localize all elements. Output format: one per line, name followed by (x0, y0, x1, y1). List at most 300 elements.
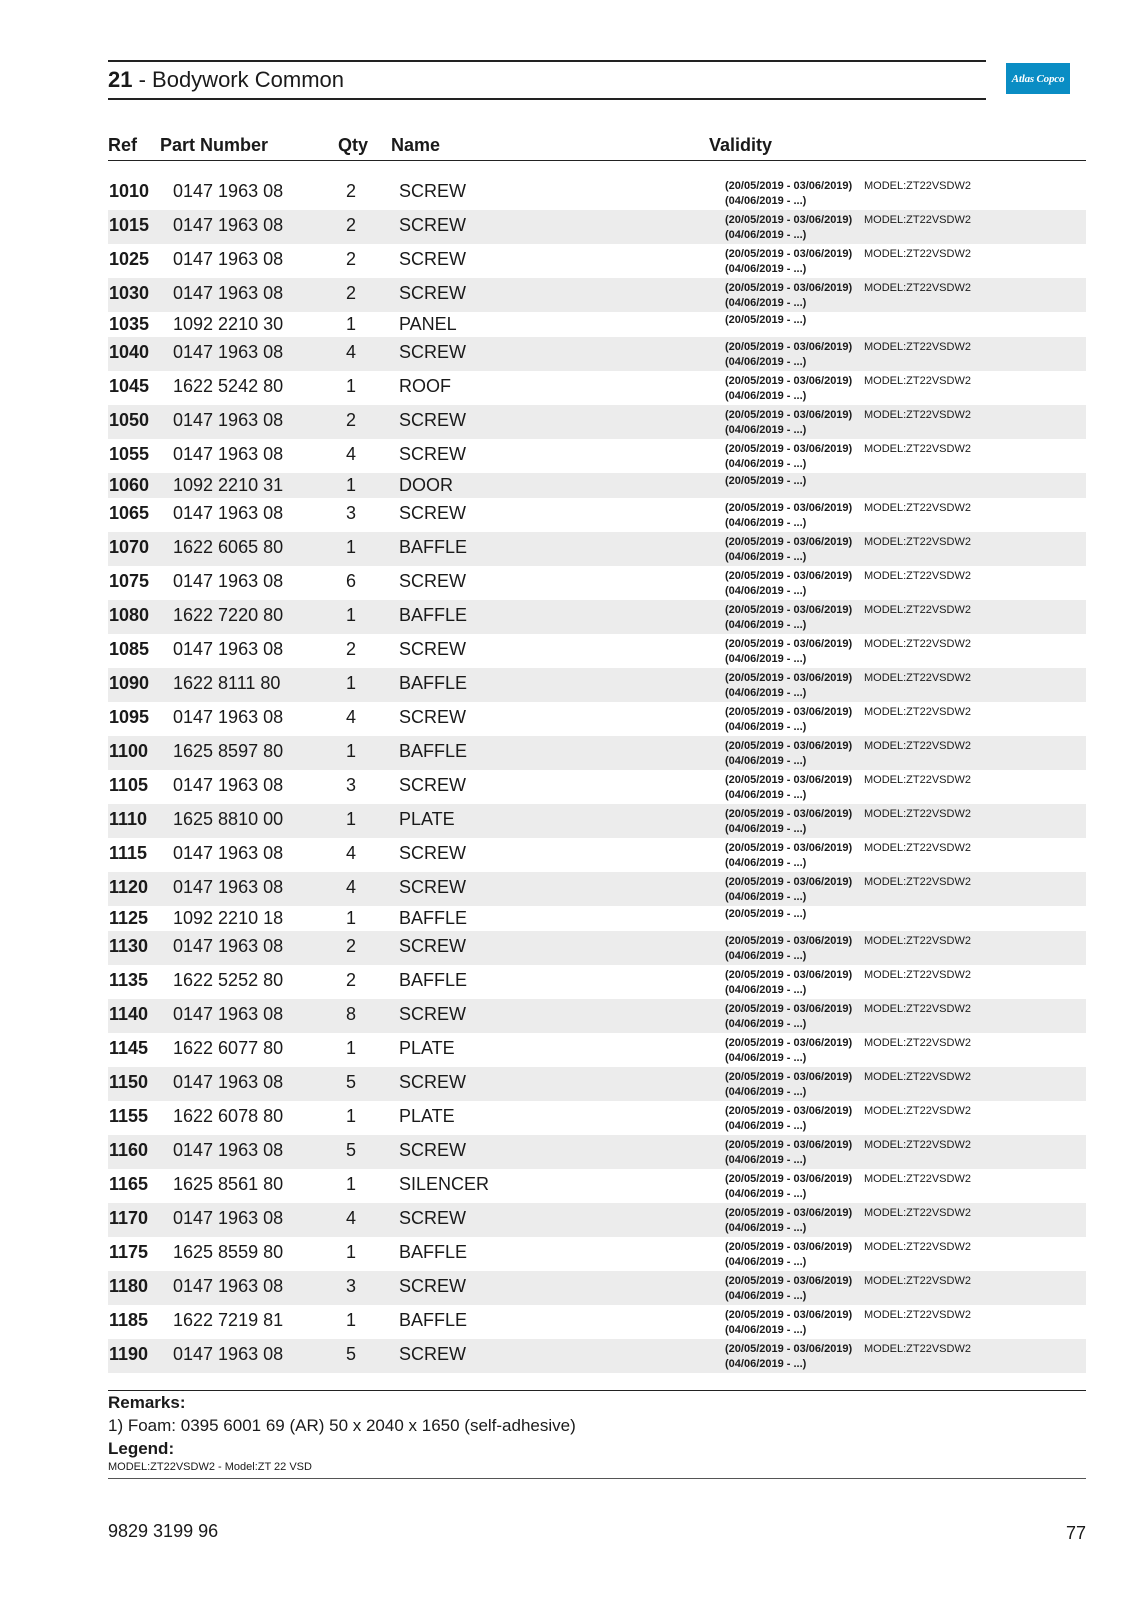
table-row (108, 473, 1086, 498)
section-title: - Bodywork Common (132, 67, 344, 92)
qty-cell: 4 (346, 1208, 357, 1228)
table-row (108, 804, 1086, 838)
table-row (108, 702, 1086, 736)
validity-cell: (20/05/2019 - 03/06/2019) (725, 1071, 853, 1083)
model-cell: MODEL:ZT22VSDW2 (864, 935, 971, 947)
ref-cell: 1110 (109, 809, 148, 829)
part-number-cell: 1622 6065 80 (173, 537, 284, 557)
remark-item: 1) Foam: 0395 6001 69 (AR) 50 x 2040 x 1650 (self-adhesive) (108, 1416, 576, 1435)
ref-cell: 1155 (109, 1106, 149, 1126)
table-row (108, 1339, 1086, 1373)
name-cell: BAFFLE (399, 537, 468, 557)
part-number-cell: 1625 8561 80 (173, 1174, 284, 1194)
ref-cell: 1080 (109, 605, 150, 625)
table-row (108, 371, 1086, 405)
validity-cell: (20/05/2019 - 03/06/2019) (725, 740, 853, 752)
model-cell: MODEL:ZT22VSDW2 (864, 808, 971, 820)
qty-cell: 4 (346, 444, 357, 464)
table-row (108, 532, 1086, 566)
validity-cell-second-line: (04/06/2019 - ...) (725, 1052, 807, 1064)
validity-cell-second-line: (04/06/2019 - ...) (725, 1120, 807, 1132)
name-cell: SCREW (399, 1072, 466, 1092)
validity-cell-second-line: (04/06/2019 - ...) (725, 229, 807, 241)
ref-cell: 1055 (109, 444, 150, 464)
name-cell: SCREW (399, 877, 466, 897)
validity-cell-second-line: (04/06/2019 - ...) (725, 424, 807, 436)
table-row (108, 439, 1086, 473)
ref-cell: 1125 (109, 908, 149, 928)
validity-cell: (20/05/2019 - 03/06/2019) (725, 570, 853, 582)
table-row (108, 210, 1086, 244)
validity-cell-second-line: (04/06/2019 - ...) (725, 721, 807, 733)
validity-cell: (20/05/2019 - 03/06/2019) (725, 536, 853, 548)
validity-cell: (20/05/2019 - 03/06/2019) (725, 375, 853, 387)
col-header-qty: Qty (338, 135, 369, 155)
validity-cell-second-line: (04/06/2019 - ...) (725, 653, 807, 665)
model-cell: MODEL:ZT22VSDW2 (864, 604, 971, 616)
validity-cell-second-line: (04/06/2019 - ...) (725, 1222, 807, 1234)
ref-cell: 1180 (109, 1276, 149, 1296)
col-header-ref: Ref (108, 135, 138, 155)
table-row (108, 1271, 1086, 1305)
name-cell: BAFFLE (399, 1242, 468, 1262)
qty-cell: 2 (346, 283, 357, 303)
model-cell: MODEL:ZT22VSDW2 (864, 1003, 971, 1015)
page-title (108, 67, 344, 93)
ref-cell: 1035 (109, 314, 150, 334)
qty-cell: 1 (346, 1174, 357, 1194)
part-number-cell: 0147 1963 08 (173, 707, 284, 727)
validity-cell-second-line: (04/06/2019 - ...) (725, 195, 807, 207)
model-cell: MODEL:ZT22VSDW2 (864, 1343, 971, 1355)
validity-cell-second-line: (04/06/2019 - ...) (725, 263, 807, 275)
validity-cell: (20/05/2019 - 03/06/2019) (725, 706, 853, 718)
name-cell: SCREW (399, 215, 466, 235)
validity-cell-second-line: (04/06/2019 - ...) (725, 551, 807, 563)
validity-cell: (20/05/2019 - 03/06/2019) (725, 638, 853, 650)
table-row (108, 1237, 1086, 1271)
table-row (108, 278, 1086, 312)
qty-cell: 1 (346, 605, 357, 625)
ref-cell: 1075 (109, 571, 150, 591)
ref-cell: 1060 (109, 475, 150, 495)
validity-cell-second-line: (04/06/2019 - ...) (725, 789, 807, 801)
part-number-cell: 0147 1963 08 (173, 1276, 284, 1296)
model-cell: MODEL:ZT22VSDW2 (864, 1071, 971, 1083)
validity-cell: (20/05/2019 - 03/06/2019) (725, 443, 853, 455)
ref-cell: 1160 (109, 1140, 149, 1160)
name-cell: SCREW (399, 707, 466, 727)
validity-cell-second-line: (04/06/2019 - ...) (725, 458, 807, 470)
model-cell: MODEL:ZT22VSDW2 (864, 1139, 971, 1151)
model-cell: MODEL:ZT22VSDW2 (864, 536, 971, 548)
section-header (108, 60, 986, 100)
qty-cell: 1 (346, 537, 357, 557)
name-cell: SCREW (399, 181, 466, 201)
validity-cell-second-line: (04/06/2019 - ...) (725, 1086, 807, 1098)
validity-cell: (20/05/2019 - 03/06/2019) (725, 672, 853, 684)
ref-cell: 1135 (109, 970, 149, 990)
model-cell: MODEL:ZT22VSDW2 (864, 774, 971, 786)
model-cell: MODEL:ZT22VSDW2 (864, 1241, 971, 1253)
name-cell: SCREW (399, 843, 466, 863)
name-cell: BAFFLE (399, 1310, 468, 1330)
table-row (108, 931, 1086, 965)
validity-cell-second-line: (04/06/2019 - ...) (725, 857, 807, 869)
validity-cell: (20/05/2019 - 03/06/2019) (725, 1207, 853, 1219)
validity-cell: (20/05/2019 - 03/06/2019) (725, 1275, 853, 1287)
validity-cell-second-line: (04/06/2019 - ...) (725, 687, 807, 699)
validity-cell: (20/05/2019 - 03/06/2019) (725, 969, 853, 981)
qty-cell: 4 (346, 707, 357, 727)
qty-cell: 2 (346, 181, 357, 201)
model-cell: MODEL:ZT22VSDW2 (864, 706, 971, 718)
atlas-copco-logo: Atlas Copco (1006, 63, 1070, 94)
part-number-cell: 1622 7219 81 (173, 1310, 284, 1330)
qty-cell: 2 (346, 410, 357, 430)
validity-cell: (20/05/2019 - 03/06/2019) (725, 774, 853, 786)
part-number-cell: 0147 1963 08 (173, 410, 284, 430)
validity-cell-second-line: (04/06/2019 - ...) (725, 585, 807, 597)
table-row (108, 965, 1086, 999)
model-cell: MODEL:ZT22VSDW2 (864, 1105, 971, 1117)
validity-cell: (20/05/2019 - 03/06/2019) (725, 1037, 853, 1049)
model-cell: MODEL:ZT22VSDW2 (864, 282, 971, 294)
part-number-cell: 0147 1963 08 (173, 775, 284, 795)
name-cell: SILENCER (399, 1174, 490, 1194)
table-row (108, 176, 1086, 210)
part-number-cell: 0147 1963 08 (173, 1208, 284, 1228)
table-row (108, 337, 1086, 371)
name-cell: SCREW (399, 1004, 466, 1024)
table-row (108, 498, 1086, 532)
part-number-cell: 0147 1963 08 (173, 877, 284, 897)
name-cell: SCREW (399, 571, 466, 591)
table-row (108, 566, 1086, 600)
part-number-cell: 1622 5242 80 (173, 376, 284, 396)
model-cell: MODEL:ZT22VSDW2 (864, 1173, 971, 1185)
validity-cell-second-line: (04/06/2019 - ...) (725, 755, 807, 767)
name-cell: BAFFLE (399, 605, 468, 625)
model-cell: MODEL:ZT22VSDW2 (864, 740, 971, 752)
part-number-cell: 0147 1963 08 (173, 936, 284, 956)
table-row (108, 906, 1086, 931)
qty-cell: 1 (346, 809, 357, 829)
part-number-cell: 1622 5252 80 (173, 970, 284, 990)
qty-cell: 2 (346, 936, 357, 956)
ref-cell: 1190 (109, 1344, 149, 1364)
name-cell: PLATE (399, 1106, 455, 1126)
validity-cell: (20/05/2019 - 03/06/2019) (725, 1105, 853, 1117)
part-number-cell: 0147 1963 08 (173, 503, 284, 523)
section-number: 21 (108, 67, 133, 92)
name-cell: BAFFLE (399, 908, 468, 928)
part-number-cell: 1622 6078 80 (173, 1106, 284, 1126)
table-row (108, 1101, 1086, 1135)
qty-cell: 5 (346, 1344, 357, 1364)
validity-cell: (20/05/2019 - 03/06/2019) (725, 180, 853, 192)
part-number-cell: 0147 1963 08 (173, 249, 284, 269)
validity-cell: (20/05/2019 - 03/06/2019) (725, 409, 853, 421)
validity-cell-second-line: (04/06/2019 - ...) (725, 1154, 807, 1166)
qty-cell: 4 (346, 877, 357, 897)
table-row (108, 999, 1086, 1033)
validity-cell: (20/05/2019 - 03/06/2019) (725, 248, 853, 260)
model-cell: MODEL:ZT22VSDW2 (864, 842, 971, 854)
name-cell: BAFFLE (399, 673, 468, 693)
validity-cell: (20/05/2019 - 03/06/2019) (725, 1173, 853, 1185)
legend-item: MODEL:ZT22VSDW2 - Model:ZT 22 VSD (108, 1461, 312, 1473)
ref-cell: 1070 (109, 537, 150, 557)
model-cell: MODEL:ZT22VSDW2 (864, 1309, 971, 1321)
name-cell: DOOR (399, 475, 453, 495)
table-row (108, 838, 1086, 872)
model-cell: MODEL:ZT22VSDW2 (864, 502, 971, 514)
part-number-cell: 1625 8597 80 (173, 741, 284, 761)
name-cell: SCREW (399, 283, 466, 303)
name-cell: SCREW (399, 1140, 466, 1160)
document-number: 9829 3199 96 (108, 1521, 219, 1541)
model-cell: MODEL:ZT22VSDW2 (864, 672, 971, 684)
qty-cell: 1 (346, 741, 357, 761)
qty-cell: 1 (346, 1106, 357, 1126)
qty-cell: 3 (346, 1276, 357, 1296)
ref-cell: 1095 (109, 707, 150, 727)
validity-cell: (20/05/2019 - ...) (725, 314, 807, 326)
name-cell: SCREW (399, 249, 466, 269)
part-number-cell: 1092 2210 30 (173, 314, 284, 334)
model-cell: MODEL:ZT22VSDW2 (864, 341, 971, 353)
ref-cell: 1045 (109, 376, 150, 396)
validity-cell: (20/05/2019 - 03/06/2019) (725, 808, 853, 820)
ref-cell: 1025 (109, 249, 150, 269)
table-row (108, 634, 1086, 668)
qty-cell: 8 (346, 1004, 357, 1024)
part-number-cell: 1092 2210 18 (173, 908, 284, 928)
name-cell: SCREW (399, 639, 466, 659)
validity-cell-second-line: (04/06/2019 - ...) (725, 517, 807, 529)
name-cell: SCREW (399, 342, 466, 362)
name-cell: SCREW (399, 775, 466, 795)
ref-cell: 1040 (109, 342, 150, 362)
validity-cell: (20/05/2019 - 03/06/2019) (725, 1309, 853, 1321)
qty-cell: 1 (346, 314, 357, 334)
qty-cell: 4 (346, 342, 357, 362)
part-number-cell: 1622 6077 80 (173, 1038, 284, 1058)
name-cell: SCREW (399, 503, 466, 523)
ref-cell: 1085 (109, 639, 150, 659)
validity-cell-second-line: (04/06/2019 - ...) (725, 1358, 807, 1370)
model-cell: MODEL:ZT22VSDW2 (864, 214, 971, 226)
model-cell: MODEL:ZT22VSDW2 (864, 248, 971, 260)
table-row (108, 312, 1086, 337)
model-cell: MODEL:ZT22VSDW2 (864, 1275, 971, 1287)
table-row (108, 872, 1086, 906)
part-number-cell: 0147 1963 08 (173, 843, 284, 863)
remarks-title: Remarks: (108, 1393, 186, 1412)
page-number: 77 (1065, 1523, 1086, 1543)
validity-cell: (20/05/2019 - ...) (725, 475, 807, 487)
table-row (108, 1033, 1086, 1067)
qty-cell: 1 (346, 1310, 357, 1330)
ref-cell: 1145 (109, 1038, 149, 1058)
qty-cell: 1 (346, 908, 357, 928)
ref-cell: 1130 (109, 936, 149, 956)
part-number-cell: 0147 1963 08 (173, 444, 284, 464)
ref-cell: 1170 (109, 1208, 149, 1228)
model-cell: MODEL:ZT22VSDW2 (864, 443, 971, 455)
parts-table (108, 176, 1086, 1373)
qty-cell: 2 (346, 639, 357, 659)
validity-cell: (20/05/2019 - 03/06/2019) (725, 341, 853, 353)
validity-cell: (20/05/2019 - 03/06/2019) (725, 1003, 853, 1015)
part-number-cell: 0147 1963 08 (173, 639, 284, 659)
name-cell: ROOF (399, 376, 451, 396)
qty-cell: 1 (346, 475, 357, 495)
table-row (108, 736, 1086, 770)
validity-cell: (20/05/2019 - 03/06/2019) (725, 1343, 853, 1355)
validity-cell-second-line: (04/06/2019 - ...) (725, 1188, 807, 1200)
table-row (108, 1305, 1086, 1339)
part-number-cell: 0147 1963 08 (173, 283, 284, 303)
ref-cell: 1065 (109, 503, 150, 523)
validity-cell-second-line: (04/06/2019 - ...) (725, 356, 807, 368)
ref-cell: 1115 (109, 843, 148, 863)
ref-cell: 1015 (109, 215, 150, 235)
validity-cell-second-line: (04/06/2019 - ...) (725, 1290, 807, 1302)
model-cell: MODEL:ZT22VSDW2 (864, 180, 971, 192)
table-row (108, 1067, 1086, 1101)
validity-cell: (20/05/2019 - 03/06/2019) (725, 282, 853, 294)
validity-cell: (20/05/2019 - 03/06/2019) (725, 1139, 853, 1151)
table-row (108, 770, 1086, 804)
part-number-cell: 1625 8810 00 (173, 809, 284, 829)
model-cell: MODEL:ZT22VSDW2 (864, 409, 971, 421)
validity-cell: (20/05/2019 - 03/06/2019) (725, 842, 853, 854)
qty-cell: 4 (346, 843, 357, 863)
validity-cell-second-line: (04/06/2019 - ...) (725, 891, 807, 903)
table-bottom-rule (108, 1390, 1086, 1391)
part-number-cell: 0147 1963 08 (173, 1140, 284, 1160)
part-number-cell: 0147 1963 08 (173, 1344, 284, 1364)
name-cell: BAFFLE (399, 970, 468, 990)
table-row (108, 1169, 1086, 1203)
ref-cell: 1030 (109, 283, 150, 303)
part-number-cell: 1092 2210 31 (173, 475, 284, 495)
qty-cell: 5 (346, 1140, 357, 1160)
table-row (108, 600, 1086, 634)
ref-cell: 1140 (109, 1004, 149, 1024)
qty-cell: 3 (346, 503, 357, 523)
legend-title: Legend: (108, 1439, 175, 1458)
table-row (108, 1135, 1086, 1169)
model-cell: MODEL:ZT22VSDW2 (864, 638, 971, 650)
part-number-cell: 0147 1963 08 (173, 181, 284, 201)
ref-cell: 1165 (109, 1174, 149, 1194)
validity-cell: (20/05/2019 - 03/06/2019) (725, 1241, 853, 1253)
model-cell: MODEL:ZT22VSDW2 (864, 375, 971, 387)
validity-cell-second-line: (04/06/2019 - ...) (725, 1256, 807, 1268)
table-row (108, 1203, 1086, 1237)
part-number-cell: 1622 7220 80 (173, 605, 284, 625)
table-row (108, 244, 1086, 278)
ref-cell: 1010 (109, 181, 150, 201)
ref-cell: 1185 (109, 1310, 149, 1330)
table-row (108, 405, 1086, 439)
model-cell: MODEL:ZT22VSDW2 (864, 570, 971, 582)
qty-cell: 1 (346, 376, 357, 396)
qty-cell: 2 (346, 970, 357, 990)
part-number-cell: 0147 1963 08 (173, 1072, 284, 1092)
validity-cell: (20/05/2019 - 03/06/2019) (725, 935, 853, 947)
validity-cell: (20/05/2019 - 03/06/2019) (725, 502, 853, 514)
ref-cell: 1050 (109, 410, 150, 430)
name-cell: BAFFLE (399, 741, 468, 761)
validity-cell-second-line: (04/06/2019 - ...) (725, 390, 807, 402)
qty-cell: 1 (346, 1038, 357, 1058)
col-header-part-number: Part Number (160, 135, 269, 155)
part-number-cell: 0147 1963 08 (173, 1004, 284, 1024)
name-cell: SCREW (399, 1208, 466, 1228)
qty-cell: 1 (346, 673, 357, 693)
part-number-cell: 0147 1963 08 (173, 571, 284, 591)
model-cell: MODEL:ZT22VSDW2 (864, 1037, 971, 1049)
model-cell: MODEL:ZT22VSDW2 (864, 1207, 971, 1219)
validity-cell-second-line: (04/06/2019 - ...) (725, 984, 807, 996)
validity-cell-second-line: (04/06/2019 - ...) (725, 1018, 807, 1030)
model-cell: MODEL:ZT22VSDW2 (864, 969, 971, 981)
part-number-cell: 0147 1963 08 (173, 342, 284, 362)
qty-cell: 1 (346, 1242, 357, 1262)
model-cell: MODEL:ZT22VSDW2 (864, 876, 971, 888)
table-header (108, 133, 1086, 161)
footer-divider (108, 1478, 1086, 1479)
ref-cell: 1100 (109, 741, 149, 761)
ref-cell: 1175 (109, 1242, 149, 1262)
ref-cell: 1090 (109, 673, 150, 693)
qty-cell: 3 (346, 775, 357, 795)
name-cell: PLATE (399, 1038, 455, 1058)
qty-cell: 5 (346, 1072, 357, 1092)
col-header-name: Name (391, 135, 441, 155)
validity-cell-second-line: (04/06/2019 - ...) (725, 950, 807, 962)
validity-cell-second-line: (04/06/2019 - ...) (725, 297, 807, 309)
ref-cell: 1120 (109, 877, 149, 897)
validity-cell: (20/05/2019 - 03/06/2019) (725, 604, 853, 616)
name-cell: SCREW (399, 936, 466, 956)
ref-cell: 1150 (109, 1072, 149, 1092)
part-number-cell: 0147 1963 08 (173, 215, 284, 235)
name-cell: PLATE (399, 809, 455, 829)
name-cell: SCREW (399, 1276, 466, 1296)
qty-cell: 6 (346, 571, 357, 591)
validity-cell-second-line: (04/06/2019 - ...) (725, 823, 807, 835)
validity-cell: (20/05/2019 - 03/06/2019) (725, 876, 853, 888)
table-row (108, 668, 1086, 702)
validity-cell-second-line: (04/06/2019 - ...) (725, 1324, 807, 1336)
validity-cell-second-line: (04/06/2019 - ...) (725, 619, 807, 631)
col-header-validity: Validity (709, 135, 773, 155)
name-cell: SCREW (399, 1344, 466, 1364)
part-number-cell: 1625 8559 80 (173, 1242, 284, 1262)
validity-cell: (20/05/2019 - ...) (725, 908, 807, 920)
part-number-cell: 1622 8111 80 (173, 673, 281, 693)
ref-cell: 1105 (109, 775, 149, 795)
qty-cell: 2 (346, 215, 357, 235)
qty-cell: 2 (346, 249, 357, 269)
name-cell: SCREW (399, 444, 466, 464)
name-cell: PANEL (399, 314, 457, 334)
